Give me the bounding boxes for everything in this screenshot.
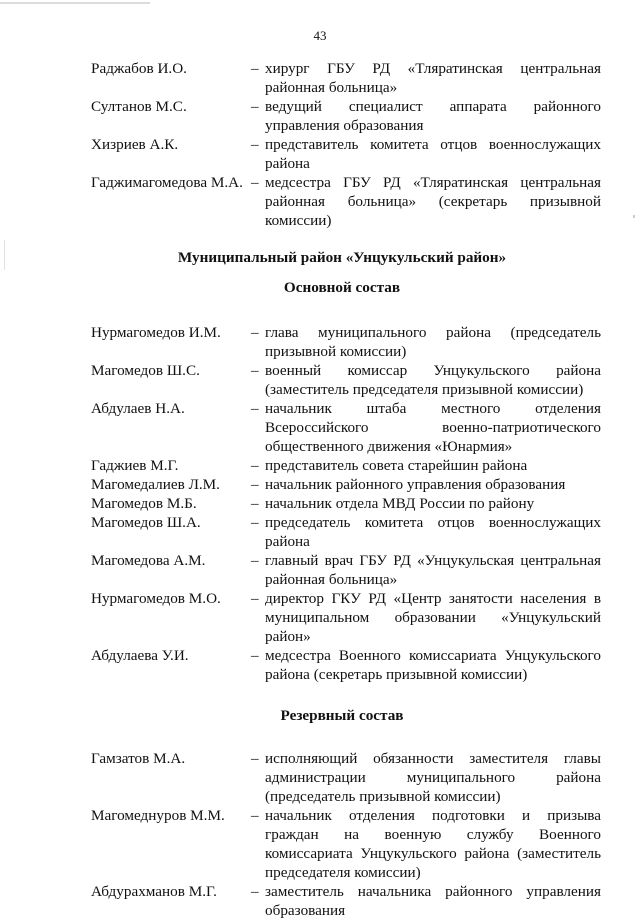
entry-description: заместитель начальника районного управления образования (265, 883, 601, 919)
entry-dash: – (251, 552, 259, 569)
entry-dash: – (251, 400, 259, 417)
list-item (91, 361, 601, 399)
entry-description: исполняющий обязанности заместителя главы администрации муниципального района (председатель призывной комиссии) (265, 750, 601, 805)
entry-dash: – (251, 60, 259, 77)
entry-name: Абдулаев Н.А. (91, 400, 185, 417)
list-item (91, 323, 601, 361)
list-item (91, 456, 601, 475)
entry-dash: – (251, 590, 259, 607)
entry-description: военный комиссар Унцукульского района (заместитель председателя призывной комиссии) (265, 362, 601, 398)
entry-description: начальник отдела МВД России по району (265, 495, 535, 512)
entry-dash: – (251, 98, 259, 115)
entry-dash: – (251, 476, 259, 493)
list-item (91, 135, 601, 173)
entry-description: начальник штаба местного отделения Всероссийского военно-патриотического общественного движения «Юнармия» (265, 400, 601, 455)
entry-dash: – (251, 883, 259, 900)
list-item (91, 513, 601, 551)
entry-dash: – (251, 174, 259, 191)
entry-dash: – (251, 324, 259, 341)
entry-description: хирург ГБУ РД «Тляратинская центральная районная больница» (265, 60, 601, 96)
entry-description: председатель комитета отцов военнослужащих района (265, 514, 601, 550)
list-item (91, 399, 601, 456)
list-item (91, 882, 601, 920)
entry-name: Абдурахманов М.Г. (91, 883, 217, 900)
list-item (91, 494, 601, 513)
entry-description: директор ГКУ РД «Центр занятости населения в муниципальном образовании «Унцукульский район» (265, 590, 601, 645)
page-number: 43 (313, 28, 327, 43)
list-item (91, 475, 601, 494)
entry-description: представитель совета старейшин района (265, 457, 528, 474)
entry-name: Гаджиев М.Г. (91, 457, 179, 474)
entry-description: ведущий специалист аппарата районного управления образования (265, 98, 601, 134)
entry-name: Магомедов Ш.А. (91, 514, 201, 531)
entry-dash: – (251, 514, 259, 531)
reserve-entries-list (91, 749, 601, 920)
entry-name: Султанов М.С. (91, 98, 187, 115)
entry-name: Абдулаева У.И. (91, 647, 189, 664)
entry-name: Магомедов М.Б. (91, 495, 197, 512)
entry-description: медсестра Военного комиссариата Унцукульского района (секретарь призывной комиссии) (265, 647, 601, 683)
entry-description: начальник отделения подготовки и призыва граждан на военную службу Военного комиссариата Унцукульского района (заместитель председателя комиссии) (265, 807, 601, 881)
entry-name: Магомедалиев Л.М. (91, 476, 220, 493)
entry-dash: – (251, 495, 259, 512)
scan-artifact-top (0, 2, 150, 4)
list-item (91, 551, 601, 589)
entry-name: Нурмагомедов И.М. (91, 324, 221, 341)
reserve-composition-title: Резервный состав (280, 707, 404, 724)
main-entries-list (91, 323, 601, 684)
entry-name: Гамзатов М.А. (91, 750, 186, 767)
list-item (91, 589, 601, 646)
list-item (91, 806, 601, 882)
entry-dash: – (251, 647, 259, 664)
list-item (91, 749, 601, 806)
entry-description: представитель комитета отцов военнослужащих района (265, 136, 601, 172)
entry-name: Магомедов Ш.С. (91, 362, 200, 379)
document-body (91, 59, 601, 920)
list-item (91, 173, 601, 230)
entry-dash: – (251, 750, 259, 767)
scan-artifact-left (4, 240, 5, 270)
entry-dash: – (251, 362, 259, 379)
entry-name: Магомеднуров М.М. (91, 807, 225, 824)
main-composition-title: Основной состав (283, 279, 401, 296)
scan-artifact-right (633, 215, 635, 218)
list-item (91, 59, 601, 97)
entry-name: Магомедова А.М. (91, 552, 206, 569)
entry-name: Гаджимагомедова М.А. (91, 174, 243, 191)
entry-name: Хизриев А.К. (91, 136, 179, 153)
top-entries-list (91, 59, 601, 230)
entry-description: начальник районного управления образования (265, 476, 566, 493)
entry-dash: – (251, 136, 259, 153)
district-title: Муниципальный район «Унцукульский район» (177, 249, 507, 266)
entry-description: главный врач ГБУ РД «Унцукульская центральная районная больница» (265, 552, 601, 588)
entry-name: Раджабов И.О. (91, 60, 187, 77)
entry-dash: – (251, 807, 259, 824)
entry-description: глава муниципального района (председатель призывной комиссии) (265, 324, 601, 360)
entry-name: Нурмагомедов М.О. (91, 590, 221, 607)
entry-description: медсестра ГБУ РД «Тляратинская центральная районная больница» (секретарь призывной комиссии) (265, 174, 601, 229)
list-item (91, 646, 601, 684)
entry-dash: – (251, 457, 259, 474)
list-item (91, 97, 601, 135)
